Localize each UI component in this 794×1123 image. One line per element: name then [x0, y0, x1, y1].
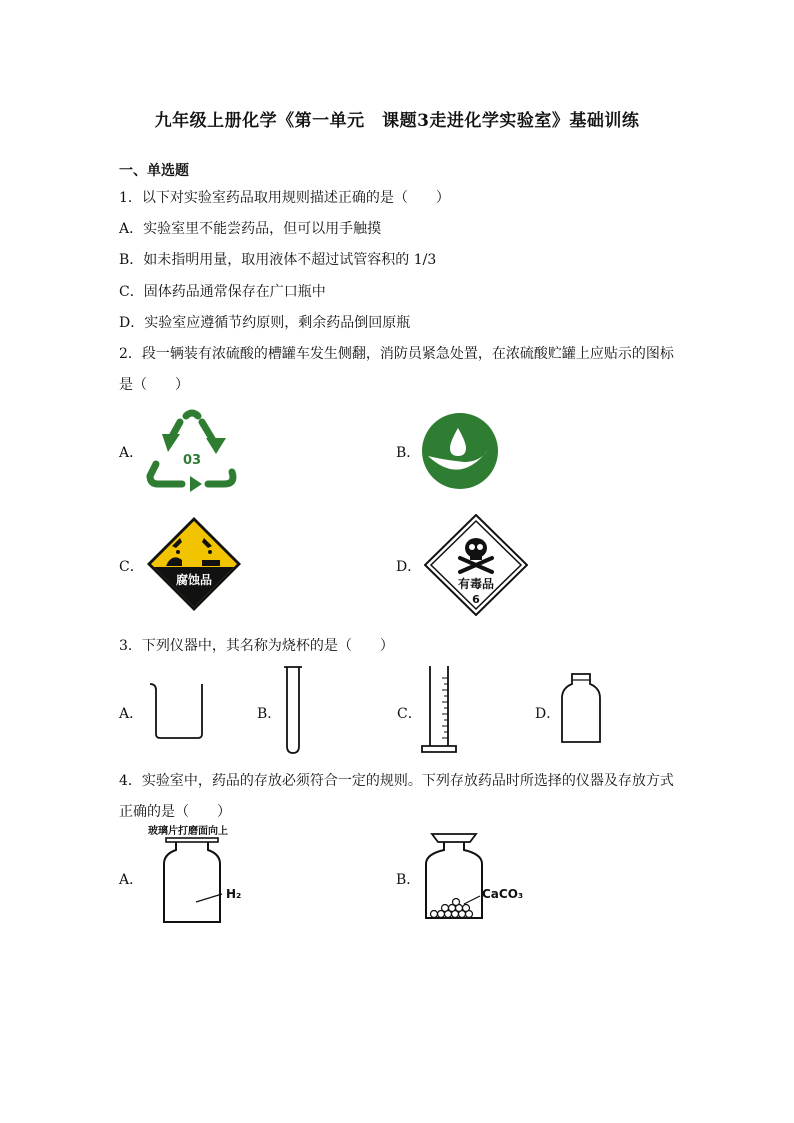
q4-option-a-label: A．: [119, 872, 144, 888]
q2-option-b-label: B．: [396, 445, 421, 461]
section-heading: 一、单选题: [119, 163, 189, 179]
q2-option-a-label: A．: [119, 445, 144, 461]
q1-option-b: B．如未指明用量，取用液体不超过试管容积的 1/3: [119, 252, 437, 268]
q4-stem-line2: 正确的是（ ）: [119, 804, 231, 820]
q4-caption-a: 玻璃片打磨面向上: [148, 826, 228, 837]
graduated-cylinder-icon: [418, 664, 460, 756]
wide-mouth-bottle-icon: [560, 672, 602, 746]
q3-option-b-label: B．: [257, 706, 282, 722]
toxic-number: 6: [472, 593, 480, 606]
q2-stem-line1: 2．段一辆装有浓硫酸的槽罐车发生侧翻，消防员紧急处置，在浓硫酸贮罐上应贴示的图标: [119, 346, 674, 362]
q3-stem: 3．下列仪器中，其名称为烧杯的是（ ）: [119, 638, 394, 654]
test-tube-icon: [282, 664, 304, 756]
gas-bottle-icon: [160, 836, 250, 926]
q3-option-a-label: A．: [119, 706, 144, 722]
q2-option-c-label: C．: [119, 559, 144, 575]
toxic-label: 有毒品: [457, 577, 495, 591]
toxic-sign-icon: [424, 514, 528, 616]
q2-stem-line2: 是（ ）: [119, 377, 189, 393]
q2-option-d-label: D．: [396, 559, 422, 575]
page-title: 九年级上册化学《第一单元 课题3走进化学实验室》基础训练: [154, 111, 640, 131]
recycle-number: 03: [182, 453, 202, 468]
q1-option-c: C．固体药品通常保存在广口瓶中: [119, 284, 326, 300]
q4-label-caco3: CaCO₃: [482, 887, 524, 901]
q1-option-d: D．实验室应遵循节约原则，剩余药品倒回原瓶: [119, 315, 411, 331]
recycle-icon: [146, 408, 238, 492]
water-drop-icon: [420, 412, 500, 490]
corrosive-sign-icon: [146, 516, 242, 612]
q4-stem-line1: 4．实验室中，药品的存放必须符合一定的规则。下列存放药品时所选择的仪器及存放方式: [119, 773, 674, 789]
beaker-icon: [148, 680, 206, 740]
q1-option-a: A．实验室里不能尝药品，但可以用手触摸: [119, 221, 382, 237]
q3-option-d-label: D．: [535, 706, 561, 722]
q3-option-c-label: C．: [397, 706, 422, 722]
reagent-bottle-icon: [420, 830, 532, 922]
q4-label-h2: H₂: [226, 887, 242, 901]
q4-option-b-label: B．: [396, 872, 421, 888]
corrosive-label: 腐蚀品: [175, 573, 213, 587]
q1-stem: 1．以下对实验室药品取用规则描述正确的是（ ）: [119, 190, 450, 206]
